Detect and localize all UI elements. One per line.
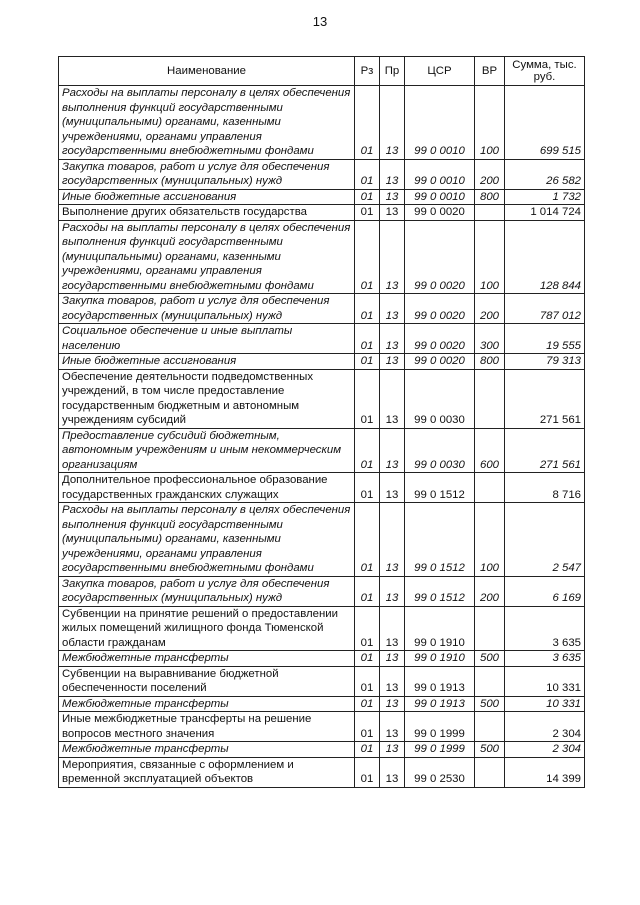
table-row (59, 294, 585, 324)
table-row (59, 651, 585, 667)
cell-rz: 01 (355, 742, 380, 758)
header-pr: Пр (380, 57, 405, 86)
table-row (59, 189, 585, 205)
cell-rz: 01 (355, 189, 380, 205)
cell-pr: 13 (380, 712, 405, 742)
table-row (59, 576, 585, 606)
cell-csr: 99 0 0020 (405, 354, 475, 370)
cell-csr: 99 0 2530 (405, 757, 475, 787)
cell-sum: 26 582 (505, 159, 585, 189)
table-row (59, 369, 585, 428)
cell-pr: 13 (380, 324, 405, 354)
cell-csr: 99 0 0020 (405, 324, 475, 354)
cell-sum: 3 635 (505, 606, 585, 651)
cell-csr: 99 0 1913 (405, 666, 475, 696)
cell-vr: 300 (475, 324, 505, 354)
cell-name: Расходы на выплаты персоналу в целях обеспечения выполнения функций государственными (муниципальными) органами, казенными учреждениями, органами управления государственными внебюджетными фондами (59, 220, 355, 294)
cell-pr: 13 (380, 473, 405, 503)
cell-vr (475, 369, 505, 428)
cell-vr: 200 (475, 159, 505, 189)
cell-vr (475, 666, 505, 696)
cell-pr: 13 (380, 696, 405, 712)
cell-csr: 99 0 1512 (405, 503, 475, 577)
cell-csr: 99 0 0030 (405, 369, 475, 428)
cell-name: Закупка товаров, работ и услуг для обеспечения государственных (муниципальных) нужд (59, 294, 355, 324)
table-row (59, 205, 585, 221)
cell-pr: 13 (380, 742, 405, 758)
cell-pr: 13 (380, 369, 405, 428)
cell-vr (475, 757, 505, 787)
cell-pr: 13 (380, 205, 405, 221)
cell-rz: 01 (355, 159, 380, 189)
cell-csr: 99 0 1999 (405, 742, 475, 758)
cell-csr: 99 0 0030 (405, 428, 475, 473)
cell-pr: 13 (380, 606, 405, 651)
cell-vr: 200 (475, 576, 505, 606)
cell-csr: 99 0 1910 (405, 606, 475, 651)
cell-pr: 13 (380, 428, 405, 473)
cell-sum: 271 561 (505, 369, 585, 428)
cell-sum: 2 304 (505, 712, 585, 742)
cell-sum: 8 716 (505, 473, 585, 503)
table-body (59, 86, 585, 788)
cell-pr: 13 (380, 354, 405, 370)
header-sum: Сумма, тыс. руб. (505, 57, 585, 86)
cell-csr: 99 0 1512 (405, 473, 475, 503)
cell-vr: 500 (475, 651, 505, 667)
header-csr: ЦСР (405, 57, 475, 86)
cell-rz: 01 (355, 606, 380, 651)
cell-name: Расходы на выплаты персоналу в целях обеспечения выполнения функций государственными (муниципальными) органами, казенными учреждениями, органами управления государственными внебюджетными фондами (59, 503, 355, 577)
cell-rz: 01 (355, 294, 380, 324)
cell-sum: 2 304 (505, 742, 585, 758)
cell-name: Выполнение других обязательств государства (59, 205, 355, 221)
cell-rz: 01 (355, 428, 380, 473)
cell-rz: 01 (355, 666, 380, 696)
cell-pr: 13 (380, 576, 405, 606)
page-number: 13 (312, 14, 328, 29)
cell-rz: 01 (355, 369, 380, 428)
cell-sum: 128 844 (505, 220, 585, 294)
cell-pr: 13 (380, 86, 405, 160)
cell-rz: 01 (355, 696, 380, 712)
cell-rz: 01 (355, 473, 380, 503)
cell-vr: 600 (475, 428, 505, 473)
cell-rz: 01 (355, 205, 380, 221)
cell-csr: 99 0 0010 (405, 189, 475, 205)
cell-rz: 01 (355, 324, 380, 354)
cell-sum: 787 012 (505, 294, 585, 324)
cell-rz: 01 (355, 651, 380, 667)
cell-rz: 01 (355, 757, 380, 787)
cell-csr: 99 0 1910 (405, 651, 475, 667)
cell-pr: 13 (380, 651, 405, 667)
cell-vr: 800 (475, 354, 505, 370)
cell-csr: 99 0 1913 (405, 696, 475, 712)
cell-name: Предоставление субсидий бюджетным, автономным учреждениям и иным некоммерческим организациям (59, 428, 355, 473)
cell-sum: 1 014 724 (505, 205, 585, 221)
cell-sum: 19 555 (505, 324, 585, 354)
cell-rz: 01 (355, 354, 380, 370)
table-row (59, 354, 585, 370)
cell-pr: 13 (380, 159, 405, 189)
cell-csr: 99 0 0020 (405, 220, 475, 294)
cell-name: Расходы на выплаты персоналу в целях обеспечения выполнения функций государственными (муниципальными) органами, казенными учреждениями, органами управления государственными внебюджетными фондами (59, 86, 355, 160)
table-row (59, 86, 585, 160)
cell-vr: 100 (475, 220, 505, 294)
cell-csr: 99 0 0010 (405, 86, 475, 160)
cell-sum: 2 547 (505, 503, 585, 577)
cell-sum: 6 169 (505, 576, 585, 606)
cell-sum: 10 331 (505, 666, 585, 696)
table-row (59, 666, 585, 696)
table-row (59, 696, 585, 712)
table-row (59, 428, 585, 473)
cell-sum: 79 313 (505, 354, 585, 370)
cell-vr: 500 (475, 742, 505, 758)
table-row (59, 712, 585, 742)
cell-name: Субвенции на выравнивание бюджетной обеспеченности поселений (59, 666, 355, 696)
cell-sum: 1 732 (505, 189, 585, 205)
cell-vr (475, 712, 505, 742)
header-vr: ВР (475, 57, 505, 86)
cell-csr: 99 0 1512 (405, 576, 475, 606)
cell-vr: 800 (475, 189, 505, 205)
cell-name: Обеспечение деятельности подведомственных учреждений, в том числе предоставление государственным бюджетным и автономным учреждениям субсидий (59, 369, 355, 428)
cell-csr: 99 0 1999 (405, 712, 475, 742)
cell-name: Дополнительное профессиональное образование государственных гражданских служащих (59, 473, 355, 503)
cell-vr (475, 606, 505, 651)
cell-rz: 01 (355, 86, 380, 160)
cell-name: Межбюджетные трансферты (59, 742, 355, 758)
cell-rz: 01 (355, 503, 380, 577)
cell-pr: 13 (380, 666, 405, 696)
table-row (59, 159, 585, 189)
cell-name: Субвенции на принятие решений о предоставлении жилых помещений жилищного фонда Тюменской области гражданам (59, 606, 355, 651)
cell-name: Иные бюджетные ассигнования (59, 189, 355, 205)
cell-csr: 99 0 0010 (405, 159, 475, 189)
cell-sum: 699 515 (505, 86, 585, 160)
cell-vr: 500 (475, 696, 505, 712)
cell-vr: 100 (475, 86, 505, 160)
cell-csr: 99 0 0020 (405, 205, 475, 221)
cell-sum: 271 561 (505, 428, 585, 473)
table-row (59, 742, 585, 758)
header-rz: Рз (355, 57, 380, 86)
cell-sum: 10 331 (505, 696, 585, 712)
cell-name: Мероприятия, связанные с оформлением и временной эксплуатацией объектов (59, 757, 355, 787)
table-row (59, 220, 585, 294)
table-row (59, 324, 585, 354)
table-row (59, 503, 585, 577)
cell-pr: 13 (380, 294, 405, 324)
table-header-row (59, 57, 585, 86)
cell-vr (475, 473, 505, 503)
table-row (59, 606, 585, 651)
cell-name: Закупка товаров, работ и услуг для обеспечения государственных (муниципальных) нужд (59, 159, 355, 189)
table-row (59, 473, 585, 503)
cell-rz: 01 (355, 712, 380, 742)
budget-table (58, 56, 585, 788)
cell-vr: 200 (475, 294, 505, 324)
cell-name: Иные межбюджетные трансферты на решение вопросов местного значения (59, 712, 355, 742)
cell-pr: 13 (380, 503, 405, 577)
cell-sum: 3 635 (505, 651, 585, 667)
cell-name: Закупка товаров, работ и услуг для обеспечения государственных (муниципальных) нужд (59, 576, 355, 606)
cell-name: Межбюджетные трансферты (59, 696, 355, 712)
cell-rz: 01 (355, 220, 380, 294)
cell-sum: 14 399 (505, 757, 585, 787)
cell-pr: 13 (380, 757, 405, 787)
cell-name: Социальное обеспечение и иные выплаты населению (59, 324, 355, 354)
cell-rz: 01 (355, 576, 380, 606)
cell-vr (475, 205, 505, 221)
cell-pr: 13 (380, 220, 405, 294)
cell-name: Иные бюджетные ассигнования (59, 354, 355, 370)
cell-csr: 99 0 0020 (405, 294, 475, 324)
header-name: Наименование (59, 57, 355, 86)
table-row (59, 757, 585, 787)
cell-pr: 13 (380, 189, 405, 205)
cell-name: Межбюджетные трансферты (59, 651, 355, 667)
cell-vr: 100 (475, 503, 505, 577)
